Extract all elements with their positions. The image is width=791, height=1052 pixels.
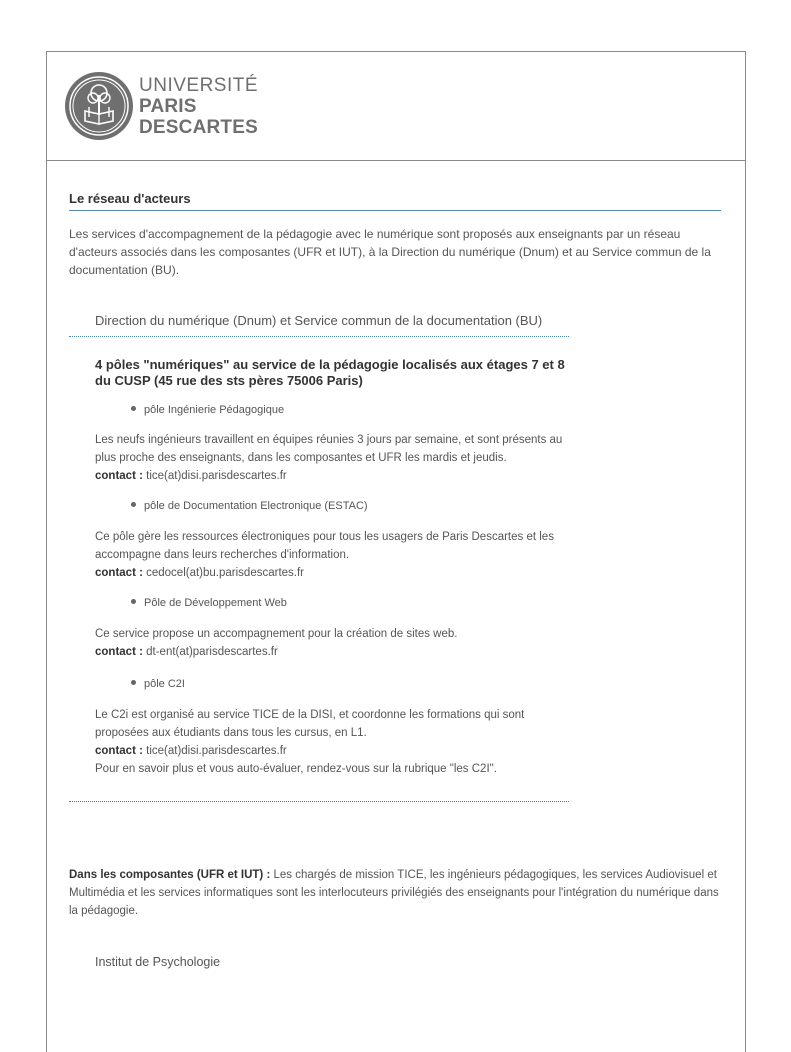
pole-description: [95, 528, 575, 582]
pole-description-text: Ce pôle gère les ressources électroniques pour tous les usagers de Paris Descartes et les accompagne dans leurs recherches d'information.: [95, 531, 554, 561]
pole-name: pôle C2I: [144, 678, 185, 690]
contact-email[interactable]: dt-ent(at)parisdescartes.fr: [146, 646, 278, 658]
dotted-divider-top: [69, 336, 569, 337]
logo-line-paris: PARIS: [139, 96, 197, 117]
contact-label: contact :: [95, 745, 143, 757]
bullet-icon: [131, 502, 136, 507]
composantes-paragraph: [69, 866, 721, 920]
logo-line-descartes: DESCARTES: [139, 117, 258, 138]
dotted-divider-bottom: [69, 801, 569, 802]
institut-heading[interactable]: Institut de Psychologie: [95, 955, 221, 969]
header: [47, 52, 745, 161]
university-logo[interactable]: [64, 69, 259, 144]
section-title: Le réseau d'acteurs: [69, 191, 721, 211]
pole-name: Pôle de Développement Web: [144, 597, 287, 609]
pole-description: [95, 431, 575, 485]
logo-wordmark: [139, 75, 258, 138]
pole-description-text: Ce service propose un accompagnement pour la création de sites web.: [95, 628, 458, 640]
contact-email[interactable]: tice(at)disi.parisdescartes.fr: [146, 470, 287, 482]
contact-label: contact :: [95, 646, 143, 658]
bullet-icon: [131, 680, 136, 685]
list-item-pole-web: [131, 597, 287, 609]
pole-description-text: Les neufs ingénieurs travaillent en équipes réunies 3 jours par semaine, et sont présents au plus proche des enseignants, dans les composantes et UFR les mardis et jeudis.: [95, 434, 563, 464]
pole-description: [95, 625, 575, 661]
c2i-link-text[interactable]: Pour en savoir plus et vous auto-évaluer, rendez-vous sur la rubrique "les C2I".: [95, 763, 497, 775]
contact-email[interactable]: cedocel(at)bu.parisdescartes.fr: [146, 567, 305, 579]
section-intro: Les services d'accompagnement de la pédagogie avec le numérique sont proposés aux enseignants par un réseau d'acteurs associés dans les composantes (UFR et IUT), à la Direction du numérique (Dnum) et au Service commun de la documentation (BU).: [69, 227, 711, 277]
seal-icon: [64, 71, 134, 141]
pole-name: pôle de Documentation Electronique (ESTAC): [144, 500, 368, 512]
pole-description: [95, 706, 575, 778]
bullet-icon: [131, 406, 136, 411]
pole-name: pôle Ingénierie Pédagogique: [144, 404, 285, 416]
logo-line-universite: UNIVERSITÉ: [139, 75, 259, 96]
contact-label: contact :: [95, 470, 143, 482]
composantes-text: Les chargés de mission TICE, les ingénieurs pédagogiques, les services Audiovisuel et Multimédia et les services informatiques sont les interlocuteurs privilégiés des enseignants pour l'intégration du numérique dans la pédagogie.: [69, 869, 719, 917]
contact-email[interactable]: tice(at)disi.parisdescartes.fr: [146, 745, 287, 757]
bullet-icon: [131, 599, 136, 604]
contact-label: contact :: [95, 567, 143, 579]
dnum-heading: Direction du numérique (Dnum) et Service commun de la documentation (BU): [95, 313, 543, 328]
list-item-pole-ingenierie: [131, 404, 284, 416]
list-item-pole-c2i: [131, 678, 185, 690]
list-item-pole-documentation: [131, 500, 368, 512]
pole-description-text: Le C2i est organisé au service TICE de la DISI, et coordonne les formations qui sont proposées aux étudiants dans tous les cursus, en L1.: [95, 709, 525, 739]
poles-title: 4 pôles "numériques" au service de la pédagogie localisés aux étages 7 et 8 du CUSP (45 rue des sts pères 75006 Paris): [95, 357, 565, 388]
composantes-label: Dans les composantes (UFR et IUT) :: [69, 869, 271, 881]
